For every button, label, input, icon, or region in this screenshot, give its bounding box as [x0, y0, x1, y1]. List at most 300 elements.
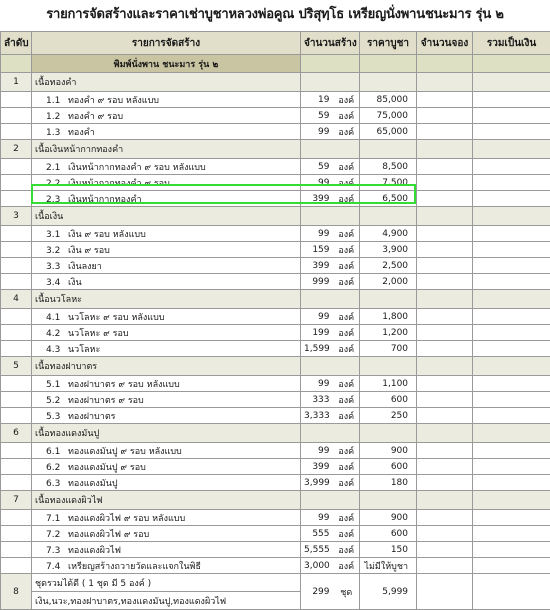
item-code: 6.3 [46, 479, 68, 489]
item-name: ทองแดงมันปู ๙ รอบ [68, 463, 146, 473]
item-total-cell [473, 242, 550, 258]
item-unit: องค์ [334, 510, 360, 526]
item-qty: 3,999 [301, 475, 334, 491]
item-name: ทองคำ ๙ รอบ [68, 112, 123, 122]
item-price: 2,000 [360, 274, 417, 290]
item-name-cell [32, 510, 301, 526]
item-reserve-cell [417, 92, 473, 108]
item-qty: 99 [301, 376, 334, 392]
item-total-cell [473, 309, 550, 325]
table-row [1, 242, 550, 258]
table-row [1, 408, 550, 424]
item-name-cell [32, 392, 301, 408]
subheader-total-cell [473, 55, 550, 73]
group-reserve-cell [417, 424, 473, 443]
row-number-cell [1, 242, 32, 258]
set-title: ชุดรวมได้ดี ( 1 ชุด มี 5 องค์ ) [32, 574, 301, 592]
group-total-cell [473, 140, 550, 159]
item-code: 6.1 [46, 447, 68, 457]
item-code: 5.3 [46, 412, 68, 422]
item-qty: 99 [301, 443, 334, 459]
group-total-cell [473, 207, 550, 226]
table-row [1, 392, 550, 408]
item-name-cell [32, 558, 301, 574]
header-reserve: จำนวนจอง [417, 32, 473, 55]
row-number-cell [1, 191, 32, 207]
item-name-cell [32, 526, 301, 542]
item-price: 250 [360, 408, 417, 424]
item-name: เงิน ๙ รอบ หลังแบบ [68, 230, 146, 240]
group-number: 1 [1, 73, 32, 92]
group-name: เนื้อเงินหน้ากากทองคำ [32, 140, 301, 159]
group-row [1, 73, 550, 92]
item-reserve-cell [417, 376, 473, 392]
item-unit: องค์ [334, 376, 360, 392]
item-total-cell [473, 92, 550, 108]
item-qty: 199 [301, 325, 334, 341]
item-qty: 99 [301, 175, 334, 191]
item-reserve-cell [417, 526, 473, 542]
header-item: รายการจัดสร้าง [32, 32, 301, 55]
item-name-cell [32, 376, 301, 392]
item-code: 5.1 [46, 380, 68, 390]
item-qty: 19 [301, 92, 334, 108]
item-name: ทองแดงมันปู [68, 479, 118, 489]
item-code: 4.2 [46, 329, 68, 339]
item-name-cell [32, 475, 301, 491]
item-name-cell [32, 175, 301, 191]
item-total-cell [473, 191, 550, 207]
item-unit: องค์ [334, 443, 360, 459]
group-price-cell [360, 290, 417, 309]
item-price: 900 [360, 443, 417, 459]
row-number-cell [1, 274, 32, 290]
item-reserve-cell [417, 558, 473, 574]
group-total-cell [473, 491, 550, 510]
item-name: เงินลงยา [68, 262, 102, 272]
item-total-cell [473, 475, 550, 491]
group-total-cell [473, 290, 550, 309]
item-total-cell [473, 124, 550, 140]
item-qty: 399 [301, 191, 334, 207]
item-unit: องค์ [334, 475, 360, 491]
item-name-cell [32, 92, 301, 108]
item-name: ทองคำ ๙ รอบ หลังแบบ [68, 96, 159, 106]
group-qty-cell [301, 290, 360, 309]
item-reserve-cell [417, 510, 473, 526]
item-reserve-cell [417, 242, 473, 258]
table-row [1, 159, 550, 175]
item-total-cell [473, 376, 550, 392]
item-price: 1,200 [360, 325, 417, 341]
row-number-cell [1, 459, 32, 475]
table-header-row [1, 32, 550, 55]
item-total-cell [473, 443, 550, 459]
item-price: 3,900 [360, 242, 417, 258]
table-row [1, 510, 550, 526]
item-name-cell [32, 226, 301, 242]
group-price-cell [360, 424, 417, 443]
item-price: 75,000 [360, 108, 417, 124]
item-unit: องค์ [334, 242, 360, 258]
set-row [1, 574, 550, 592]
item-total-cell [473, 108, 550, 124]
item-qty: 59 [301, 108, 334, 124]
item-unit: องค์ [334, 175, 360, 191]
item-name: ทองแดงผิวไฟ ๙ รอบ หลังแบบ [68, 514, 185, 524]
item-unit: องค์ [334, 408, 360, 424]
item-price: 1,800 [360, 309, 417, 325]
item-code: 7.4 [46, 562, 68, 572]
group-number: 4 [1, 290, 32, 309]
item-name: ทองแดงมันปู ๙ รอบ หลังแบบ [68, 447, 182, 457]
item-unit: องค์ [334, 526, 360, 542]
item-unit: องค์ [334, 341, 360, 357]
group-qty-cell [301, 491, 360, 510]
row-number-cell [1, 392, 32, 408]
table-row [1, 309, 550, 325]
row-number-cell [1, 258, 32, 274]
item-name: ทองแดงผิวไฟ [68, 546, 121, 556]
item-name-cell [32, 191, 301, 207]
item-reserve-cell [417, 475, 473, 491]
table-row [1, 124, 550, 140]
item-unit: องค์ [334, 159, 360, 175]
item-code: 1.2 [46, 112, 68, 122]
item-price: 7,500 [360, 175, 417, 191]
item-code: 3.4 [46, 278, 68, 288]
item-reserve-cell [417, 274, 473, 290]
group-price-cell [360, 73, 417, 92]
row-number-cell [1, 175, 32, 191]
item-code: 1.1 [46, 96, 68, 106]
group-total-cell [473, 424, 550, 443]
item-qty: 3,333 [301, 408, 334, 424]
header-price: ราคาบูชา [360, 32, 417, 55]
item-total-cell [473, 274, 550, 290]
row-number-cell [1, 108, 32, 124]
header-no: ลำดับ [1, 32, 32, 55]
item-total-cell [473, 325, 550, 341]
item-price: 180 [360, 475, 417, 491]
item-name: นวโลหะ ๙ รอบ หลังแบบ [68, 313, 165, 323]
group-reserve-cell [417, 290, 473, 309]
table-row [1, 191, 550, 207]
row-number-cell [1, 408, 32, 424]
group-price-cell [360, 357, 417, 376]
item-total-cell [473, 542, 550, 558]
item-name: ทองแดงผิวไฟ ๙ รอบ [68, 530, 149, 540]
item-name: นวโลหะ ๙ รอบ [68, 329, 129, 339]
group-price-cell [360, 140, 417, 159]
item-name: ทองคำ [68, 128, 95, 138]
item-qty: 333 [301, 392, 334, 408]
item-qty: 99 [301, 124, 334, 140]
group-reserve-cell [417, 207, 473, 226]
row-number-cell [1, 443, 32, 459]
item-code: 3.2 [46, 246, 68, 256]
item-name-cell [32, 408, 301, 424]
item-name: เงิน ๙ รอบ [68, 246, 110, 256]
item-name-cell [32, 309, 301, 325]
row-number-cell [1, 341, 32, 357]
group-qty-cell [301, 207, 360, 226]
item-qty: 159 [301, 242, 334, 258]
item-unit: องค์ [334, 226, 360, 242]
item-unit: องค์ [334, 108, 360, 124]
item-qty: 999 [301, 274, 334, 290]
item-unit: องค์ [334, 558, 360, 574]
table-row [1, 325, 550, 341]
table-row [1, 443, 550, 459]
group-price-cell [360, 207, 417, 226]
item-unit: องค์ [334, 309, 360, 325]
item-unit: องค์ [334, 258, 360, 274]
group-row [1, 290, 550, 309]
table-row [1, 108, 550, 124]
item-code: 6.2 [46, 463, 68, 473]
item-total-cell [473, 175, 550, 191]
item-name-cell [32, 274, 301, 290]
item-total-cell [473, 526, 550, 542]
table-row [1, 558, 550, 574]
group-number: 3 [1, 207, 32, 226]
item-name: เงินหน้ากากทองคำ ๙ รอบ [68, 179, 170, 189]
item-total-cell [473, 258, 550, 274]
item-name-cell [32, 242, 301, 258]
item-reserve-cell [417, 258, 473, 274]
row-number-cell [1, 124, 32, 140]
set-unit: ชุด [334, 574, 360, 610]
item-total-cell [473, 510, 550, 526]
item-name-cell [32, 108, 301, 124]
item-price: ไม่มีให้บูชา [360, 558, 417, 574]
set-contents: เงิน,นวะ,ทองฝาบาตร,ทองแดงมันปู,ทองแดงผิวไฟ [32, 592, 301, 610]
table-row [1, 542, 550, 558]
group-qty-cell [301, 140, 360, 159]
item-name-cell [32, 459, 301, 475]
item-reserve-cell [417, 392, 473, 408]
item-qty: 1,599 [301, 341, 334, 357]
item-code: 2.1 [46, 163, 68, 173]
item-name: ทองฝาบาตร [68, 412, 116, 422]
row-number-cell [1, 159, 32, 175]
item-reserve-cell [417, 459, 473, 475]
item-code: 2.3 [46, 195, 68, 205]
item-reserve-cell [417, 191, 473, 207]
row-number-cell [1, 510, 32, 526]
item-name: เงิน [68, 278, 82, 288]
group-number: 7 [1, 491, 32, 510]
group-row [1, 207, 550, 226]
item-price: 2,500 [360, 258, 417, 274]
item-name-cell [32, 542, 301, 558]
item-reserve-cell [417, 175, 473, 191]
group-row [1, 357, 550, 376]
item-name: ทองฝาบาตร ๙ รอบ [68, 396, 144, 406]
subheader-blank [1, 55, 32, 73]
item-unit: องค์ [334, 325, 360, 341]
item-code: 3.3 [46, 262, 68, 272]
row-number-cell [1, 475, 32, 491]
group-row [1, 424, 550, 443]
subheader-price-cell [360, 55, 417, 73]
table-row [1, 92, 550, 108]
price-table [0, 31, 550, 610]
group-row [1, 140, 550, 159]
item-unit: องค์ [334, 124, 360, 140]
item-price: 700 [360, 341, 417, 357]
item-reserve-cell [417, 542, 473, 558]
item-qty: 99 [301, 226, 334, 242]
item-price: 150 [360, 542, 417, 558]
item-price: 600 [360, 392, 417, 408]
item-reserve-cell [417, 341, 473, 357]
item-code: 7.3 [46, 546, 68, 556]
group-total-cell [473, 357, 550, 376]
subheader-qty-cell [301, 55, 360, 73]
item-name-cell [32, 325, 301, 341]
item-qty: 59 [301, 159, 334, 175]
item-name-cell [32, 124, 301, 140]
set-reserve-cell [417, 574, 473, 610]
group-name: เนื้อทองแดงผิวไฟ [32, 491, 301, 510]
group-price-cell [360, 491, 417, 510]
item-reserve-cell [417, 124, 473, 140]
item-reserve-cell [417, 226, 473, 242]
item-total-cell [473, 159, 550, 175]
item-name: เงินหน้ากากทองคำ ๙ รอบ หลังแบบ [68, 163, 206, 173]
group-name: เนื้อนวโลหะ [32, 290, 301, 309]
item-unit: องค์ [334, 92, 360, 108]
row-number-cell [1, 542, 32, 558]
row-number-cell [1, 376, 32, 392]
item-total-cell [473, 392, 550, 408]
item-unit: องค์ [334, 459, 360, 475]
item-name: เงินหน้ากากทองคำ [68, 195, 142, 205]
item-unit: องค์ [334, 191, 360, 207]
item-reserve-cell [417, 408, 473, 424]
item-qty: 3,000 [301, 558, 334, 574]
group-reserve-cell [417, 491, 473, 510]
subheader-label: พิมพ์นั่งพาน ชนะมาร รุ่น ๒ [32, 55, 301, 73]
item-qty: 5,555 [301, 542, 334, 558]
item-qty: 99 [301, 510, 334, 526]
group-name: เนื้อเงิน [32, 207, 301, 226]
item-qty: 399 [301, 459, 334, 475]
set-price: 5,999 [360, 574, 417, 610]
item-total-cell [473, 226, 550, 242]
item-reserve-cell [417, 159, 473, 175]
row-number-cell [1, 92, 32, 108]
table-row [1, 376, 550, 392]
set-total-cell [473, 574, 550, 610]
item-code: 3.1 [46, 230, 68, 240]
item-unit: องค์ [334, 392, 360, 408]
row-number-cell [1, 558, 32, 574]
group-number: 5 [1, 357, 32, 376]
item-reserve-cell [417, 108, 473, 124]
row-number-cell [1, 325, 32, 341]
group-number: 6 [1, 424, 32, 443]
page-title: รายการจัดสร้างและราคาเช่าบูชาหลวงพ่อคูณ ปริสุทฺโธ เหรียญนั่งพานชนะมาร รุ่น ๒ [0, 0, 550, 30]
table-row [1, 526, 550, 542]
group-total-cell [473, 73, 550, 92]
item-price: 600 [360, 526, 417, 542]
item-name-cell [32, 159, 301, 175]
group-name: เนื้อทองฝาบาตร [32, 357, 301, 376]
item-name-cell [32, 443, 301, 459]
group-reserve-cell [417, 140, 473, 159]
header-qty: จำนวนสร้าง [301, 32, 360, 55]
item-unit: องค์ [334, 542, 360, 558]
item-total-cell [473, 408, 550, 424]
item-total-cell [473, 341, 550, 357]
item-total-cell [473, 459, 550, 475]
item-price: 8,500 [360, 159, 417, 175]
item-name-cell [32, 341, 301, 357]
item-code: 4.1 [46, 313, 68, 323]
subheader-row [1, 55, 550, 73]
item-name: เหรียญสร้างถวายวัดและแจกในพิธี [68, 562, 201, 572]
item-code: 5.2 [46, 396, 68, 406]
item-code: 2.2 [46, 179, 68, 189]
row-number-cell [1, 309, 32, 325]
item-qty: 99 [301, 309, 334, 325]
item-unit: องค์ [334, 274, 360, 290]
item-code: 1.3 [46, 128, 68, 138]
table-row [1, 226, 550, 242]
item-price: 65,000 [360, 124, 417, 140]
group-name: เนื้อทองแดงมันปู [32, 424, 301, 443]
group-reserve-cell [417, 357, 473, 376]
item-price: 600 [360, 459, 417, 475]
row-number-cell [1, 226, 32, 242]
item-name-cell [32, 258, 301, 274]
header-total: รวมเป็นเงิน [473, 32, 550, 55]
item-code: 7.1 [46, 514, 68, 524]
item-name: นวโลหะ [68, 345, 100, 355]
item-price: 4,900 [360, 226, 417, 242]
item-code: 7.2 [46, 530, 68, 540]
table-row [1, 274, 550, 290]
group-name: เนื้อทองคำ [32, 73, 301, 92]
table-row [1, 459, 550, 475]
group-number: 2 [1, 140, 32, 159]
group-qty-cell [301, 73, 360, 92]
item-reserve-cell [417, 443, 473, 459]
subheader-reserve-cell [417, 55, 473, 73]
group-row [1, 491, 550, 510]
item-qty: 555 [301, 526, 334, 542]
group-reserve-cell [417, 73, 473, 92]
set-qty: 299 [301, 574, 334, 610]
row-number-cell [1, 526, 32, 542]
item-name: ทองฝาบาตร ๙ รอบ หลังแบบ [68, 380, 180, 390]
item-code: 4.3 [46, 345, 68, 355]
group-qty-cell [301, 424, 360, 443]
item-price: 85,000 [360, 92, 417, 108]
table-row [1, 341, 550, 357]
item-price: 6,500 [360, 191, 417, 207]
table-row [1, 258, 550, 274]
item-reserve-cell [417, 309, 473, 325]
item-reserve-cell [417, 325, 473, 341]
table-row [1, 475, 550, 491]
group-qty-cell [301, 357, 360, 376]
set-number: 8 [1, 574, 32, 610]
table-row [1, 175, 550, 191]
